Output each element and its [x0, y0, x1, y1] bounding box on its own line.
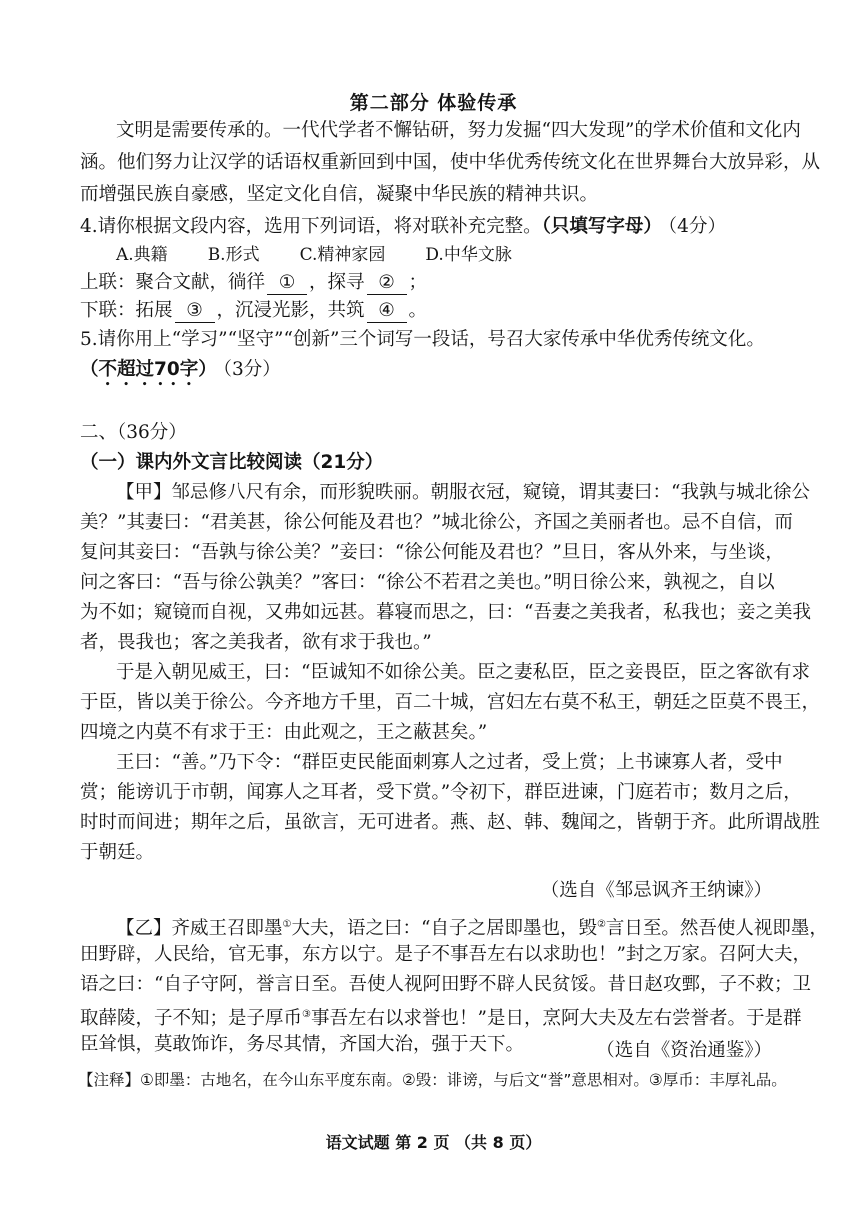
- option-d: D.中华文脉: [425, 245, 512, 265]
- jia-line-5: 为不如；窥镜而自视，又弗如远甚。暮寝而思之，曰：“吾妻之美我者，私我也；妾之美我: [80, 602, 811, 623]
- upper-text-3: ；: [408, 272, 428, 293]
- yi-source: （选自《资治通鉴》）: [596, 1040, 772, 1061]
- yi-line-3: 语之曰：“自子守阿，誉言日至。吾使人视阿田野不辟人民贫馁。昔日赵攻鄄，子不救；卫: [80, 974, 811, 995]
- jia-line-1: 【甲】邹忌修八尺有余，而形貌昳丽。朝服衣冠，窥镜，谓其妻曰：“我孰与城北徐公: [116, 482, 810, 503]
- couplet-upper: [80, 268, 780, 298]
- note-ref-2: ②: [596, 919, 606, 930]
- couplet-lower: [80, 296, 780, 326]
- question-4-stem: [80, 212, 780, 242]
- jia-line-7: 于是入朝见威王，曰：“臣诚知不如徐公美。臣之妻私臣，臣之妾畏臣，臣之客欲有求: [116, 662, 810, 683]
- section-2-heading: 二、（36分）: [80, 422, 187, 443]
- blank-4[interactable]: ④: [367, 300, 407, 323]
- q4-stem-text: 4.请你根据文段内容，选用下列词语，将对联补充完整。: [80, 216, 542, 237]
- yi-text-3: 言日至。然吾使人视即墨，: [605, 918, 828, 940]
- page-footer: 语文试题 第 2 页 （共 8 页）: [325, 1133, 542, 1152]
- jia-line-13: 于朝廷。: [80, 842, 155, 863]
- option-b: B.形式: [207, 245, 260, 265]
- q5-limit: 不超过70字: [98, 359, 199, 380]
- yi-text-5: 事吾左右以求誉也！”是日，烹阿大夫及左右尝誉者。于是群: [310, 1008, 802, 1030]
- subsection-1-text: （一）课内外文言比较阅读（21分）: [80, 452, 384, 473]
- lower-text-1: 下联：拓展: [80, 300, 173, 321]
- annotations: 【注释】①即墨：古地名，在今山东平度东南。②毁：诽谤，与后文“誉”意思相对。③厚币：丰厚礼品。: [78, 1071, 787, 1089]
- jia-line-9: 四境之内莫不有求于王：由此观之，王之蔽甚矣。”: [80, 722, 488, 743]
- intro-line-3: 而增强民族自豪感，坚定文化自信，凝聚中华民族的精神共识。: [80, 184, 599, 205]
- jia-line-2: 美？”其妻曰：“君美甚，徐公何能及君也？”城北徐公，齐国之美丽者也。忌不自信，而: [80, 512, 793, 533]
- jia-line-3: 复问其妾曰：“吾孰与徐公美？”妾曰：“徐公何能及君也？”旦日，客从外来，与坐谈，: [80, 542, 784, 563]
- yi-text-2: 大夫，语之曰：“自子之居即墨也，毁: [291, 918, 597, 940]
- part-title: 第二部分 体验传承: [349, 92, 518, 114]
- q4-options: [116, 240, 816, 270]
- q4-emphasis: （只填写字母）: [541, 216, 662, 237]
- lower-text-2: ，沉浸光影，共筑: [216, 300, 365, 321]
- blank-2[interactable]: ②: [367, 272, 407, 295]
- yi-text-4: 取薛陵，子不知；是子厚币: [80, 1008, 303, 1030]
- note-ref-3: ③: [302, 1009, 311, 1020]
- jia-line-10: 王曰：“善。”乃下令：“群臣吏民能面刺寡人之过者，受上赏；上书谏寡人者，受中: [116, 752, 783, 773]
- lower-text-3: 。: [408, 300, 428, 321]
- intro-line-1: 文明是需要传承的。一代代学者不懈钻研，努力发掘“四大发现”的学术价值和文化内: [116, 120, 801, 141]
- jia-line-8: 于臣，皆以美于徐公。今齐地方千里，百二十城，宫妇左右莫不私王，朝廷之臣莫不畏王，: [80, 692, 821, 713]
- jia-line-11: 赏；能谤讥于市朝，闻寡人之耳者，受下赏。”令初下，群臣进谏，门庭若市；数月之后，: [80, 782, 802, 803]
- yi-line-2: 田野辟，人民给，官无事，东方以宁。是子不事吾左右以求助也！”封之万家。召阿大夫，: [80, 944, 811, 965]
- yi-line-5: 臣耸惧，莫敢饰诈，务尽其情，齐国大治，强于天下。: [80, 1034, 525, 1055]
- note-ref-1: ①: [282, 919, 292, 930]
- q5-score: （3分）: [222, 359, 281, 380]
- q5-limit-line: [80, 355, 780, 390]
- jia-line-4: 问之客曰：“吾与徐公孰美？”客曰：“徐公不若君之美也。”明日徐公来，孰视之，自以: [80, 572, 775, 593]
- q4-score: （4分）: [667, 216, 726, 237]
- intro-line-2: 涵。他们努力让汉学的话语权重新回到中国，使中华优秀传统文化在世界舞台大放异彩，从: [80, 152, 821, 173]
- jia-line-12: 时时而间进；期年之后，虽欲言，无可进者。燕、赵、韩、魏闻之，皆朝于齐。此所谓战胜: [80, 812, 821, 833]
- jia-line-6: 者，畏我也；客之美我者，欲有求于我也。”: [80, 632, 432, 653]
- q5-limit-close: ）: [198, 359, 217, 380]
- upper-text-2: ，探寻: [309, 272, 365, 293]
- blank-3[interactable]: ③: [175, 300, 215, 323]
- option-a: A.典籍: [116, 245, 168, 265]
- subsection-1-heading: [80, 448, 780, 478]
- option-c: C.精神家园: [299, 245, 386, 265]
- question-5-stem: 5.请你用上“学习”“坚守”“创新”三个词写一段话，号召大家传承中华优秀传统文化。: [80, 329, 765, 350]
- blank-1[interactable]: ①: [267, 272, 307, 295]
- upper-text-1: 上联：聚合文献，徜徉: [80, 272, 266, 293]
- q5-limit-open: （: [80, 359, 99, 380]
- jia-source: （选自《邹忌讽齐王纳谏》）: [540, 880, 772, 901]
- yi-text-1: 【乙】齐威王召即墨: [116, 918, 283, 940]
